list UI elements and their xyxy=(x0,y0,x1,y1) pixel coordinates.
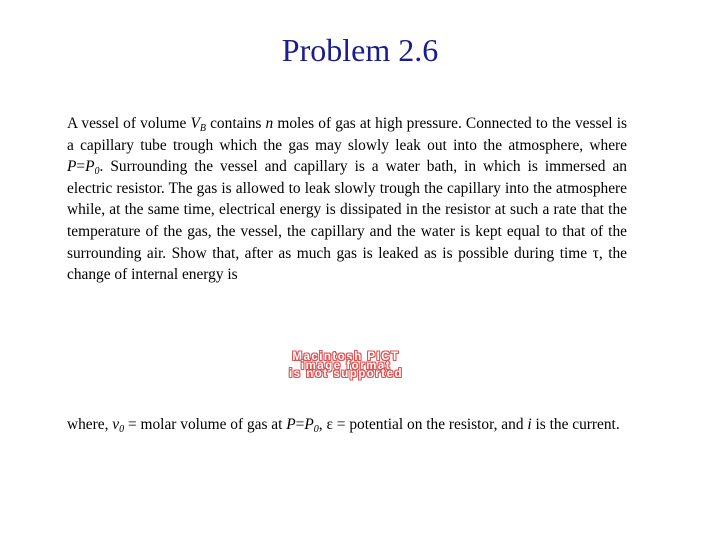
problem-statement: A vessel of volume $V_B$ contains n moles of gas at high pressure. Connected to the vessel is a capillary tube trough which the gas may slowly leak out into the atmosphere, where $P=P_0$. Surrounding the vessel and capillary is a water bath, in which is immersed an electric resistor. The gas is allowed to leak slowly trough the capillary into the atmosphere while, at the same time, electrical energy is dissipated in the resistor at such a rate that the temperature of the gas, the vessel, the capillary and the water is kept equal to that of the surrounding air. Show that, after as much gas is leaked as is possible during time τ, the change of internal energy is xyxy=(67,115,627,284)
pict-line-2: image format xyxy=(300,359,392,372)
page-title: Problem 2.6 xyxy=(281,32,439,68)
pict-line-3: is not supported xyxy=(288,368,404,381)
pict-line-1: Macintosh PICT xyxy=(292,351,400,363)
unsupported-image-placeholder xyxy=(220,353,472,379)
variable-definitions: where, $v_0$ = molar volume of gas at $P=P_0$, ε = potential on the resistor, and i is the current. xyxy=(67,416,620,435)
